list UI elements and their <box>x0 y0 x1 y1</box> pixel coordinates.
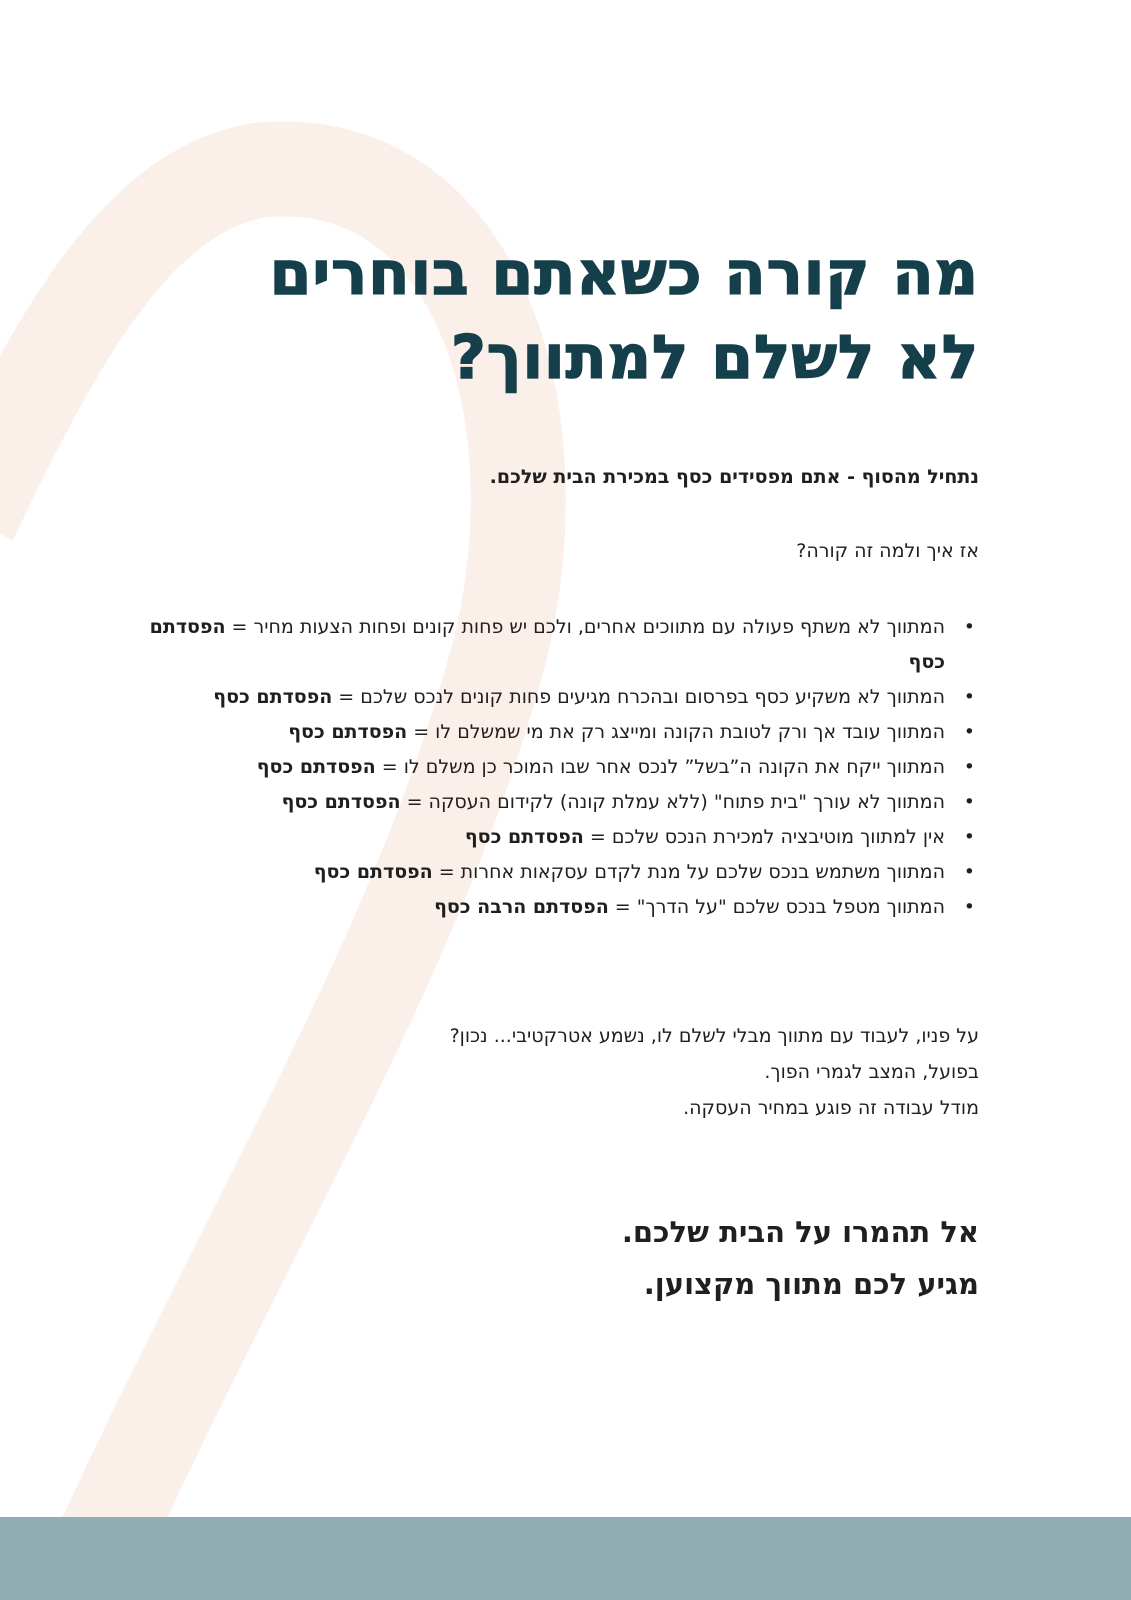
closing-paragraph <box>139 1018 979 1126</box>
list-item <box>149 680 979 715</box>
bullet-emphasis: הפסדתם כסף <box>256 756 376 778</box>
bullet-dot-icon: • <box>963 826 975 848</box>
list-item <box>149 715 979 750</box>
bullet-dot-icon: • <box>963 861 975 883</box>
bullet-emphasis: הפסדתם כסף <box>149 616 945 673</box>
bullet-dot-icon: • <box>963 721 975 743</box>
bullet-text: המתווך משתמש בנכס שלכם על מנת לקדם עסקאות אחרות = <box>432 861 945 883</box>
list-item <box>149 820 979 855</box>
call-to-action <box>139 1206 979 1310</box>
bullet-text: המתווך לא משתף פעולה עם מתווכים אחרים, ולכם יש פחות קונים ופחות הצעות מחיר = <box>225 616 945 638</box>
bullet-emphasis: הפסדתם כסף <box>213 686 333 708</box>
bullet-text: המתווך עובד אך ורק לטובת הקונה ומייצג רק את מי שמשלם לו = <box>407 721 945 743</box>
bullet-text: המתווך מטפל בנכס שלכם "על הדרך" = <box>608 896 945 918</box>
footer-band <box>0 1517 1131 1600</box>
bullet-emphasis: הפסדתם כסף <box>464 826 584 848</box>
bullet-text: המתווך ייקח את הקונה ה”בשל” לנכס אחר שבו המוכר כן משלם לו = <box>375 756 945 778</box>
page-title <box>219 232 979 400</box>
list-item <box>149 750 979 785</box>
bullet-text: המתווך לא עורך "בית פתוח" (ללא עמלת קונה) לקידום העסקה = <box>400 791 945 813</box>
bullet-dot-icon: • <box>963 791 975 813</box>
bullet-dot-icon: • <box>963 686 975 708</box>
bullet-dot-icon: • <box>963 896 975 918</box>
list-item <box>149 610 979 680</box>
title-line-2: לא לשלם למתווך? <box>451 323 979 393</box>
list-item <box>149 855 979 890</box>
cta-line-2: מגיע לכם מתווך מקצוען. <box>643 1267 979 1301</box>
bullet-dot-icon: • <box>963 756 975 778</box>
bullet-text: המתווך לא משקיע כסף בפרסום ובהכרח מגיעים פחות קונים לנכס שלכם = <box>332 686 945 708</box>
bullet-emphasis: הפסדתם הרבה כסף <box>434 896 609 918</box>
bullet-dot-icon: • <box>963 616 975 638</box>
list-item <box>149 785 979 820</box>
closing-line-1: על פניו, לעבוד עם מתווך מבלי לשלם לו, נשמע אטרקטיבי... נכון? <box>449 1025 979 1047</box>
bullet-text: אין למתווך מוטיבציה למכירת הנכס שלכם = <box>583 826 945 848</box>
bullet-emphasis: הפסדתם כסף <box>281 791 401 813</box>
closing-line-3: מודל עבודה זה פוגע במחיר העסקה. <box>683 1097 979 1119</box>
bullet-emphasis: הפסדתם כסף <box>313 861 433 883</box>
title-line-1: מה קורה כשאתם בוחרים <box>269 239 979 309</box>
bullet-emphasis: הפסדתם כסף <box>288 721 408 743</box>
closing-line-2: בפועל, המצב לגמרי הפוך. <box>764 1061 979 1083</box>
reasons-list <box>149 610 979 925</box>
cta-line-1: אל תהמרו על הבית שלכם. <box>621 1215 979 1249</box>
question-line: אז איך ולמה זה קורה? <box>796 540 979 562</box>
intro-statement: נתחיל מהסוף - אתם מפסידים כסף במכירת הבית שלכם. <box>489 466 979 488</box>
list-item <box>149 890 979 925</box>
